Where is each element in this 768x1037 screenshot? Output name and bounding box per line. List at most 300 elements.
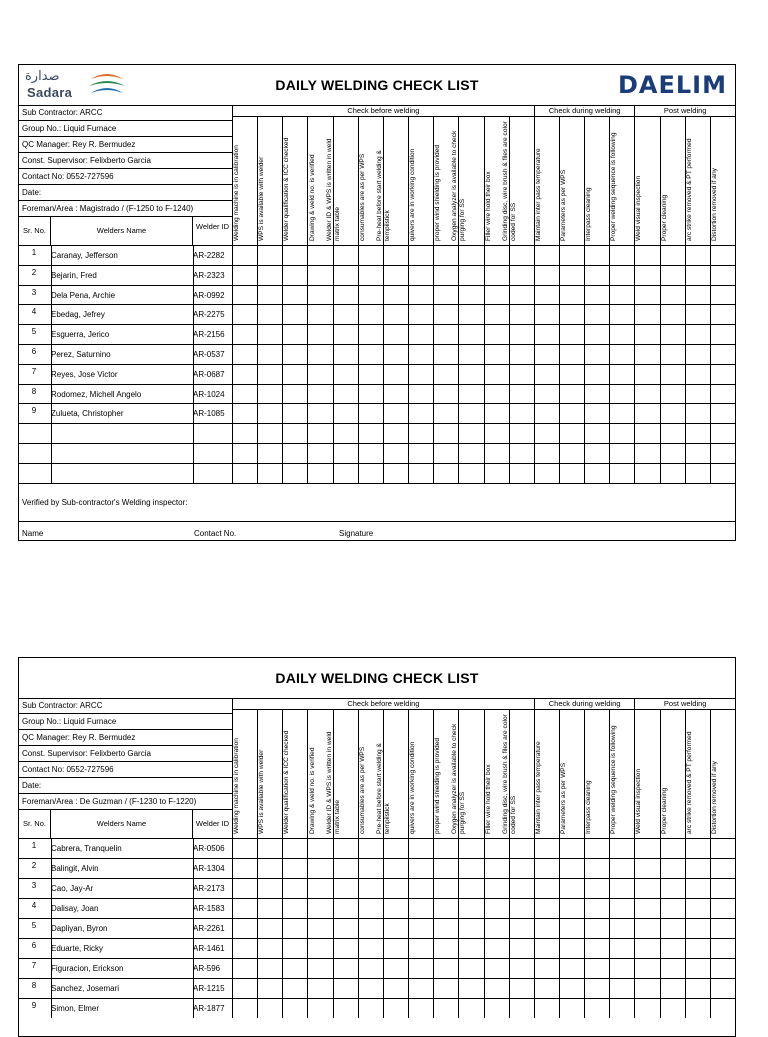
check-cell[interactable] xyxy=(257,464,282,483)
check-cell[interactable] xyxy=(609,919,634,938)
check-cell[interactable] xyxy=(534,939,559,958)
check-cell[interactable] xyxy=(484,246,509,265)
check-cell[interactable] xyxy=(307,246,332,265)
check-cell[interactable] xyxy=(559,404,584,423)
check-cell[interactable] xyxy=(660,859,685,878)
check-cell[interactable] xyxy=(685,999,710,1018)
check-cell[interactable] xyxy=(609,899,634,918)
check-cell[interactable] xyxy=(307,999,332,1018)
check-cell[interactable] xyxy=(232,939,257,958)
check-cell[interactable] xyxy=(383,939,408,958)
check-cell[interactable] xyxy=(559,999,584,1018)
check-cell[interactable] xyxy=(358,305,383,324)
check-cell[interactable] xyxy=(433,464,458,483)
check-cell[interactable] xyxy=(433,404,458,423)
check-cell[interactable] xyxy=(458,979,483,998)
check-cell[interactable] xyxy=(685,939,710,958)
check-cell[interactable] xyxy=(458,365,483,384)
check-cell[interactable] xyxy=(559,365,584,384)
check-cell[interactable] xyxy=(609,839,634,858)
check-cell[interactable] xyxy=(710,859,735,878)
check-cell[interactable] xyxy=(282,345,307,364)
check-cell[interactable] xyxy=(307,305,332,324)
check-cell[interactable] xyxy=(458,899,483,918)
check-cell[interactable] xyxy=(433,345,458,364)
check-cell[interactable] xyxy=(458,305,483,324)
check-cell[interactable] xyxy=(559,919,584,938)
check-cell[interactable] xyxy=(232,404,257,423)
check-cell[interactable] xyxy=(282,246,307,265)
check-cell[interactable] xyxy=(710,999,735,1018)
check-cell[interactable] xyxy=(408,286,433,305)
check-cell[interactable] xyxy=(660,345,685,364)
check-cell[interactable] xyxy=(408,939,433,958)
check-cell[interactable] xyxy=(257,879,282,898)
check-cell[interactable] xyxy=(433,999,458,1018)
check-cell[interactable] xyxy=(333,939,358,958)
check-cell[interactable] xyxy=(433,365,458,384)
check-cell[interactable] xyxy=(333,999,358,1018)
check-cell[interactable] xyxy=(257,899,282,918)
check-cell[interactable] xyxy=(609,246,634,265)
check-cell[interactable] xyxy=(509,999,534,1018)
check-cell[interactable] xyxy=(358,839,383,858)
check-cell[interactable] xyxy=(584,464,609,483)
check-cell[interactable] xyxy=(484,266,509,285)
check-cell[interactable] xyxy=(232,325,257,344)
check-cell[interactable] xyxy=(232,305,257,324)
check-cell[interactable] xyxy=(634,246,659,265)
check-cell[interactable] xyxy=(433,979,458,998)
check-cell[interactable] xyxy=(634,879,659,898)
check-cell[interactable] xyxy=(282,959,307,978)
check-cell[interactable] xyxy=(232,444,257,463)
check-cell[interactable] xyxy=(307,404,332,423)
check-cell[interactable] xyxy=(232,979,257,998)
check-cell[interactable] xyxy=(257,839,282,858)
check-cell[interactable] xyxy=(484,959,509,978)
check-cell[interactable] xyxy=(710,365,735,384)
check-cell[interactable] xyxy=(584,879,609,898)
check-cell[interactable] xyxy=(257,919,282,938)
check-cell[interactable] xyxy=(559,859,584,878)
check-cell[interactable] xyxy=(710,305,735,324)
check-cell[interactable] xyxy=(685,325,710,344)
check-cell[interactable] xyxy=(333,286,358,305)
check-cell[interactable] xyxy=(383,959,408,978)
check-cell[interactable] xyxy=(458,424,483,443)
check-cell[interactable] xyxy=(534,444,559,463)
check-cell[interactable] xyxy=(685,286,710,305)
check-cell[interactable] xyxy=(458,919,483,938)
check-cell[interactable] xyxy=(358,365,383,384)
check-cell[interactable] xyxy=(383,424,408,443)
check-cell[interactable] xyxy=(408,365,433,384)
check-cell[interactable] xyxy=(433,385,458,404)
check-cell[interactable] xyxy=(484,444,509,463)
check-cell[interactable] xyxy=(257,385,282,404)
check-cell[interactable] xyxy=(458,325,483,344)
check-cell[interactable] xyxy=(383,325,408,344)
check-cell[interactable] xyxy=(634,899,659,918)
check-cell[interactable] xyxy=(534,424,559,443)
check-cell[interactable] xyxy=(609,325,634,344)
check-cell[interactable] xyxy=(634,979,659,998)
check-cell[interactable] xyxy=(660,959,685,978)
check-cell[interactable] xyxy=(408,325,433,344)
check-cell[interactable] xyxy=(484,939,509,958)
check-cell[interactable] xyxy=(710,464,735,483)
check-cell[interactable] xyxy=(534,464,559,483)
check-cell[interactable] xyxy=(559,266,584,285)
check-cell[interactable] xyxy=(333,424,358,443)
check-cell[interactable] xyxy=(685,246,710,265)
check-cell[interactable] xyxy=(685,464,710,483)
check-cell[interactable] xyxy=(484,979,509,998)
check-cell[interactable] xyxy=(282,879,307,898)
check-cell[interactable] xyxy=(257,979,282,998)
check-cell[interactable] xyxy=(307,979,332,998)
check-cell[interactable] xyxy=(358,879,383,898)
check-cell[interactable] xyxy=(509,266,534,285)
check-cell[interactable] xyxy=(307,899,332,918)
check-cell[interactable] xyxy=(710,325,735,344)
check-cell[interactable] xyxy=(458,385,483,404)
check-cell[interactable] xyxy=(383,444,408,463)
check-cell[interactable] xyxy=(484,305,509,324)
check-cell[interactable] xyxy=(408,999,433,1018)
check-cell[interactable] xyxy=(509,325,534,344)
check-cell[interactable] xyxy=(484,899,509,918)
check-cell[interactable] xyxy=(333,325,358,344)
check-cell[interactable] xyxy=(559,839,584,858)
check-cell[interactable] xyxy=(634,325,659,344)
check-cell[interactable] xyxy=(333,919,358,938)
check-cell[interactable] xyxy=(433,959,458,978)
check-cell[interactable] xyxy=(458,939,483,958)
check-cell[interactable] xyxy=(282,325,307,344)
check-cell[interactable] xyxy=(282,365,307,384)
check-cell[interactable] xyxy=(509,424,534,443)
check-cell[interactable] xyxy=(257,424,282,443)
check-cell[interactable] xyxy=(584,286,609,305)
check-cell[interactable] xyxy=(458,999,483,1018)
check-cell[interactable] xyxy=(710,839,735,858)
check-cell[interactable] xyxy=(358,999,383,1018)
check-cell[interactable] xyxy=(458,839,483,858)
check-cell[interactable] xyxy=(685,444,710,463)
check-cell[interactable] xyxy=(232,266,257,285)
check-cell[interactable] xyxy=(660,444,685,463)
check-cell[interactable] xyxy=(282,939,307,958)
check-cell[interactable] xyxy=(433,879,458,898)
check-cell[interactable] xyxy=(333,345,358,364)
check-cell[interactable] xyxy=(634,919,659,938)
check-cell[interactable] xyxy=(685,385,710,404)
check-cell[interactable] xyxy=(282,999,307,1018)
check-cell[interactable] xyxy=(383,919,408,938)
check-cell[interactable] xyxy=(333,839,358,858)
check-cell[interactable] xyxy=(408,305,433,324)
check-cell[interactable] xyxy=(584,385,609,404)
check-cell[interactable] xyxy=(609,305,634,324)
check-cell[interactable] xyxy=(685,959,710,978)
check-cell[interactable] xyxy=(559,464,584,483)
check-cell[interactable] xyxy=(358,979,383,998)
check-cell[interactable] xyxy=(685,879,710,898)
check-cell[interactable] xyxy=(307,385,332,404)
check-cell[interactable] xyxy=(232,345,257,364)
check-cell[interactable] xyxy=(559,325,584,344)
check-cell[interactable] xyxy=(660,246,685,265)
check-cell[interactable] xyxy=(584,305,609,324)
check-cell[interactable] xyxy=(534,859,559,878)
check-cell[interactable] xyxy=(358,266,383,285)
check-cell[interactable] xyxy=(383,999,408,1018)
check-cell[interactable] xyxy=(307,859,332,878)
check-cell[interactable] xyxy=(634,266,659,285)
check-cell[interactable] xyxy=(358,464,383,483)
check-cell[interactable] xyxy=(282,266,307,285)
check-cell[interactable] xyxy=(584,246,609,265)
check-cell[interactable] xyxy=(609,959,634,978)
check-cell[interactable] xyxy=(232,899,257,918)
check-cell[interactable] xyxy=(257,444,282,463)
check-cell[interactable] xyxy=(660,879,685,898)
check-cell[interactable] xyxy=(307,266,332,285)
check-cell[interactable] xyxy=(534,899,559,918)
check-cell[interactable] xyxy=(609,979,634,998)
check-cell[interactable] xyxy=(685,899,710,918)
check-cell[interactable] xyxy=(509,464,534,483)
check-cell[interactable] xyxy=(383,899,408,918)
check-cell[interactable] xyxy=(333,365,358,384)
check-cell[interactable] xyxy=(232,879,257,898)
check-cell[interactable] xyxy=(534,246,559,265)
check-cell[interactable] xyxy=(333,385,358,404)
check-cell[interactable] xyxy=(433,246,458,265)
check-cell[interactable] xyxy=(584,839,609,858)
check-cell[interactable] xyxy=(383,839,408,858)
check-cell[interactable] xyxy=(685,839,710,858)
check-cell[interactable] xyxy=(710,444,735,463)
check-cell[interactable] xyxy=(484,404,509,423)
check-cell[interactable] xyxy=(383,859,408,878)
check-cell[interactable] xyxy=(383,365,408,384)
check-cell[interactable] xyxy=(634,365,659,384)
check-cell[interactable] xyxy=(383,385,408,404)
check-cell[interactable] xyxy=(609,266,634,285)
check-cell[interactable] xyxy=(232,464,257,483)
check-cell[interactable] xyxy=(559,385,584,404)
check-cell[interactable] xyxy=(634,839,659,858)
check-cell[interactable] xyxy=(484,424,509,443)
check-cell[interactable] xyxy=(282,286,307,305)
check-cell[interactable] xyxy=(408,839,433,858)
check-cell[interactable] xyxy=(257,286,282,305)
check-cell[interactable] xyxy=(282,464,307,483)
check-cell[interactable] xyxy=(609,859,634,878)
check-cell[interactable] xyxy=(433,939,458,958)
check-cell[interactable] xyxy=(609,345,634,364)
check-cell[interactable] xyxy=(358,444,383,463)
check-cell[interactable] xyxy=(383,404,408,423)
check-cell[interactable] xyxy=(660,385,685,404)
check-cell[interactable] xyxy=(634,404,659,423)
check-cell[interactable] xyxy=(282,839,307,858)
check-cell[interactable] xyxy=(408,404,433,423)
check-cell[interactable] xyxy=(634,939,659,958)
check-cell[interactable] xyxy=(509,345,534,364)
check-cell[interactable] xyxy=(307,939,332,958)
check-cell[interactable] xyxy=(584,404,609,423)
check-cell[interactable] xyxy=(609,464,634,483)
check-cell[interactable] xyxy=(634,859,659,878)
check-cell[interactable] xyxy=(584,999,609,1018)
check-cell[interactable] xyxy=(358,345,383,364)
check-cell[interactable] xyxy=(408,266,433,285)
check-cell[interactable] xyxy=(685,305,710,324)
check-cell[interactable] xyxy=(383,305,408,324)
check-cell[interactable] xyxy=(408,424,433,443)
check-cell[interactable] xyxy=(257,404,282,423)
check-cell[interactable] xyxy=(685,424,710,443)
check-cell[interactable] xyxy=(509,899,534,918)
check-cell[interactable] xyxy=(458,879,483,898)
check-cell[interactable] xyxy=(559,899,584,918)
check-cell[interactable] xyxy=(433,286,458,305)
check-cell[interactable] xyxy=(433,859,458,878)
check-cell[interactable] xyxy=(232,246,257,265)
check-cell[interactable] xyxy=(358,959,383,978)
check-cell[interactable] xyxy=(660,899,685,918)
check-cell[interactable] xyxy=(333,444,358,463)
check-cell[interactable] xyxy=(509,286,534,305)
check-cell[interactable] xyxy=(333,959,358,978)
check-cell[interactable] xyxy=(484,385,509,404)
check-cell[interactable] xyxy=(383,879,408,898)
check-cell[interactable] xyxy=(257,959,282,978)
check-cell[interactable] xyxy=(534,345,559,364)
check-cell[interactable] xyxy=(685,859,710,878)
check-cell[interactable] xyxy=(559,305,584,324)
check-cell[interactable] xyxy=(559,424,584,443)
check-cell[interactable] xyxy=(232,286,257,305)
check-cell[interactable] xyxy=(534,325,559,344)
check-cell[interactable] xyxy=(257,939,282,958)
check-cell[interactable] xyxy=(685,266,710,285)
check-cell[interactable] xyxy=(408,345,433,364)
check-cell[interactable] xyxy=(609,286,634,305)
check-cell[interactable] xyxy=(710,939,735,958)
check-cell[interactable] xyxy=(634,345,659,364)
check-cell[interactable] xyxy=(484,919,509,938)
check-cell[interactable] xyxy=(257,266,282,285)
check-cell[interactable] xyxy=(584,345,609,364)
check-cell[interactable] xyxy=(609,385,634,404)
check-cell[interactable] xyxy=(433,325,458,344)
check-cell[interactable] xyxy=(509,919,534,938)
check-cell[interactable] xyxy=(710,424,735,443)
check-cell[interactable] xyxy=(232,859,257,878)
check-cell[interactable] xyxy=(710,246,735,265)
check-cell[interactable] xyxy=(634,999,659,1018)
check-cell[interactable] xyxy=(559,959,584,978)
check-cell[interactable] xyxy=(458,345,483,364)
check-cell[interactable] xyxy=(257,345,282,364)
check-cell[interactable] xyxy=(509,879,534,898)
check-cell[interactable] xyxy=(634,305,659,324)
check-cell[interactable] xyxy=(509,979,534,998)
check-cell[interactable] xyxy=(634,464,659,483)
check-cell[interactable] xyxy=(584,859,609,878)
check-cell[interactable] xyxy=(509,246,534,265)
check-cell[interactable] xyxy=(458,959,483,978)
check-cell[interactable] xyxy=(433,266,458,285)
check-cell[interactable] xyxy=(534,404,559,423)
check-cell[interactable] xyxy=(584,919,609,938)
check-cell[interactable] xyxy=(358,325,383,344)
check-cell[interactable] xyxy=(307,839,332,858)
check-cell[interactable] xyxy=(559,939,584,958)
check-cell[interactable] xyxy=(257,859,282,878)
check-cell[interactable] xyxy=(458,859,483,878)
check-cell[interactable] xyxy=(307,879,332,898)
check-cell[interactable] xyxy=(584,959,609,978)
check-cell[interactable] xyxy=(660,365,685,384)
check-cell[interactable] xyxy=(685,979,710,998)
check-cell[interactable] xyxy=(484,999,509,1018)
check-cell[interactable] xyxy=(333,899,358,918)
check-cell[interactable] xyxy=(383,266,408,285)
check-cell[interactable] xyxy=(358,919,383,938)
check-cell[interactable] xyxy=(584,939,609,958)
check-cell[interactable] xyxy=(232,365,257,384)
check-cell[interactable] xyxy=(660,939,685,958)
check-cell[interactable] xyxy=(484,464,509,483)
check-cell[interactable] xyxy=(710,385,735,404)
check-cell[interactable] xyxy=(307,345,332,364)
check-cell[interactable] xyxy=(358,939,383,958)
check-cell[interactable] xyxy=(509,959,534,978)
check-cell[interactable] xyxy=(584,266,609,285)
check-cell[interactable] xyxy=(358,899,383,918)
check-cell[interactable] xyxy=(282,444,307,463)
check-cell[interactable] xyxy=(634,424,659,443)
check-cell[interactable] xyxy=(232,839,257,858)
check-cell[interactable] xyxy=(358,286,383,305)
check-cell[interactable] xyxy=(458,246,483,265)
check-cell[interactable] xyxy=(534,305,559,324)
check-cell[interactable] xyxy=(383,464,408,483)
check-cell[interactable] xyxy=(333,246,358,265)
check-cell[interactable] xyxy=(232,959,257,978)
check-cell[interactable] xyxy=(307,424,332,443)
check-cell[interactable] xyxy=(333,979,358,998)
check-cell[interactable] xyxy=(685,365,710,384)
check-cell[interactable] xyxy=(458,286,483,305)
check-cell[interactable] xyxy=(609,424,634,443)
check-cell[interactable] xyxy=(710,286,735,305)
check-cell[interactable] xyxy=(509,365,534,384)
check-cell[interactable] xyxy=(710,266,735,285)
check-cell[interactable] xyxy=(710,404,735,423)
check-cell[interactable] xyxy=(333,879,358,898)
check-cell[interactable] xyxy=(408,919,433,938)
check-cell[interactable] xyxy=(584,444,609,463)
check-cell[interactable] xyxy=(282,404,307,423)
check-cell[interactable] xyxy=(484,879,509,898)
